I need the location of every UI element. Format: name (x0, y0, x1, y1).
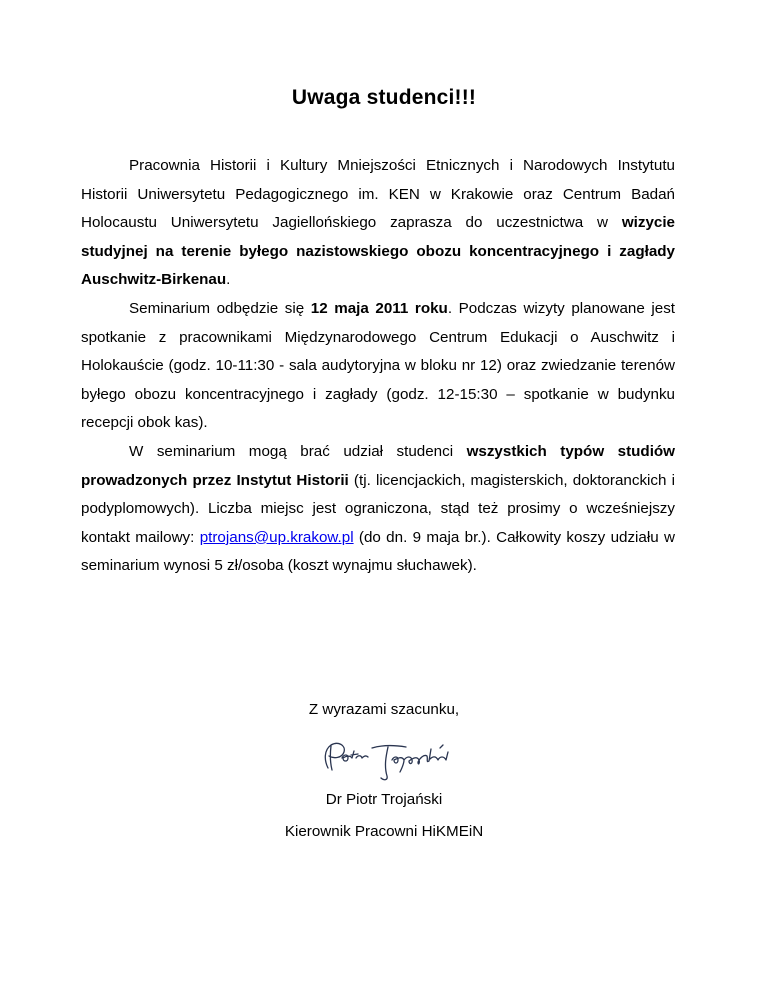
paragraph-registration (81, 438, 675, 581)
seminar-date: 12 maja 2011 roku (310, 299, 448, 317)
handwritten-signature-icon (314, 734, 464, 784)
closing-salutation: Z wyrazami szacunku, (308, 701, 460, 718)
page-title: Uwaga studenci!!! (291, 86, 477, 109)
paragraph-registration-intro: W seminarium mogą brać udział studenci (129, 442, 467, 460)
paragraph-registration-text: (tj. licencjackich, magisterskich, doktoranckich i podyplomowych). Liczba miejsc jest ograniczona, stąd też prosimy o wcześniejszy kontakt mailowy: (81, 471, 676, 546)
paragraph-invitation-text: Pracownia Historii i Kultury Mniejszości Etnicznych i Narodowych Instytutu Historii Uniwersytetu Pedagogicznego im. KEN w Krakowie oraz Centrum Badań Holocaustu Uniwersytetu Jagiellońskiego zaprasza do uczestnictwa w (81, 157, 675, 232)
study-visit-highlight: wizycie studyjnej na terenie byłego nazistowskiego obozu koncentracyjnego i zagłady Auschwitz-Birkenau (81, 214, 675, 289)
signer-role: Kierownik Pracowni HiKMEiN (284, 823, 484, 840)
paragraph-registration-end: (do dn. 9 maja br.). Całkowity koszy udziału w seminarium wynosi 5 zł/osoba (koszt wynajmu słuchawek). (81, 528, 675, 575)
paragraph-schedule-text: . Podczas wizyty planowane jest spotkanie z pracownikami Międzynarodowego Centrum Edukacji o Auschwitz i Holokauście (godz. 10-11:30 - sala audytoryjna w bloku nr 12) oraz zwiedzanie terenów byłego obozu koncentracyjnego i zagłady (godz. 12-15:30 – spotkanie w budynku recepcji obok kas). (81, 299, 676, 432)
paragraph-invitation (81, 152, 675, 295)
document-body (81, 152, 675, 581)
eligible-students-highlight: wszystkich typów studiów prowadzonych przez Instytut Historii (81, 442, 675, 489)
paragraph-invitation-end: . (226, 271, 231, 289)
paragraph-schedule (81, 295, 675, 438)
signer-name: Dr Piotr Trojański (325, 791, 443, 808)
paragraph-schedule-intro: Seminarium odbędzie się (129, 299, 311, 317)
contact-email-link[interactable]: ptrojans@up.krakow.pl (199, 528, 354, 546)
